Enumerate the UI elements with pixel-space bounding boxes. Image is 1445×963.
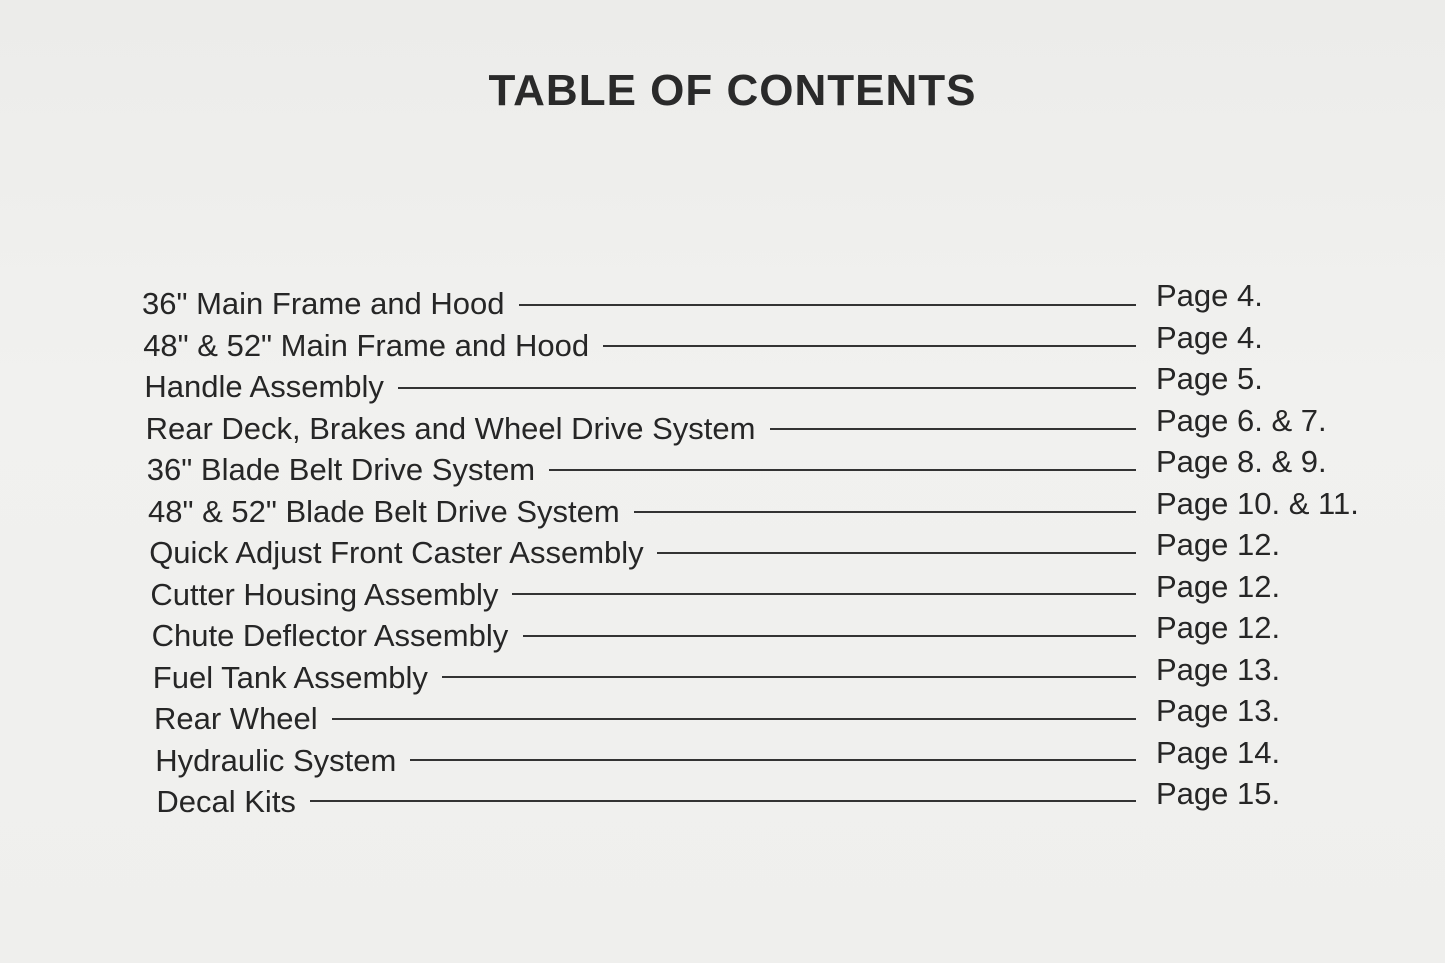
toc-entry-page: Page 4. [1156, 319, 1263, 355]
toc-entry [0, 361, 1445, 403]
toc-entry-page: Page 15. [1156, 776, 1281, 811]
toc-leader-line [512, 593, 1136, 595]
toc-leader-line [523, 635, 1136, 637]
toc-entry-label: Rear Wheel [154, 701, 318, 736]
toc-entry-label: 48" & 52" Blade Belt Drive System [148, 493, 620, 529]
toc-entry-label: Quick Adjust Front Caster Assembly [149, 535, 644, 570]
toc-leader-line [603, 345, 1136, 347]
toc-entry-page: Page 12. [1156, 527, 1281, 562]
toc-leader-line [410, 759, 1136, 761]
toc-entry-label: 48" & 52" Main Frame and Hood [143, 327, 590, 363]
toc-entry-page: Page 4. [1156, 278, 1263, 313]
toc-entry [0, 776, 1445, 818]
toc-leader-line [442, 676, 1136, 678]
toc-entry [0, 444, 1445, 486]
toc-entry [0, 320, 1445, 362]
toc-entry-page: Page 12. [1156, 568, 1281, 604]
toc-entry-label: 36" Blade Belt Drive System [146, 452, 536, 487]
toc-leader-line [770, 428, 1136, 430]
table-of-contents [0, 278, 1445, 838]
toc-entry [0, 486, 1445, 528]
toc-entry [0, 693, 1445, 735]
toc-entry-label: Cutter Housing Assembly [150, 576, 499, 612]
toc-leader-line [634, 511, 1136, 513]
toc-leader-line [332, 718, 1136, 720]
toc-leader-line [398, 387, 1136, 389]
toc-entry-page: Page 5. [1156, 361, 1263, 396]
toc-entry-page: Page 14. [1156, 734, 1281, 770]
toc-entry-page: Page 8. & 9. [1156, 444, 1327, 479]
toc-entry-page: Page 13. [1156, 693, 1281, 728]
toc-entry-page: Page 12. [1156, 610, 1281, 645]
page-title: TABLE OF CONTENTS [488, 66, 977, 115]
toc-entry-label: Hydraulic System [155, 742, 397, 778]
toc-entry [0, 610, 1445, 652]
toc-leader-line [549, 469, 1136, 471]
toc-entry-label: Fuel Tank Assembly [152, 659, 428, 695]
toc-entry [0, 735, 1445, 777]
toc-entry [0, 278, 1445, 320]
toc-entry-page: Page 6. & 7. [1156, 402, 1327, 438]
toc-entry [0, 527, 1445, 569]
toc-entry [0, 569, 1445, 611]
toc-entry [0, 652, 1445, 694]
toc-entry-label: Chute Deflector Assembly [151, 618, 509, 653]
toc-entry [0, 403, 1445, 445]
toc-entry-label: 36" Main Frame and Hood [142, 286, 505, 321]
toc-leader-line [519, 304, 1136, 306]
toc-entry-label: Handle Assembly [144, 369, 384, 404]
toc-entry-page: Page 13. [1156, 651, 1281, 687]
toc-leader-line [310, 800, 1136, 802]
toc-entry-label: Decal Kits [156, 784, 296, 819]
toc-entry-page: Page 10. & 11. [1156, 485, 1359, 521]
toc-leader-line [657, 552, 1136, 554]
toc-entry-label: Rear Deck, Brakes and Wheel Drive System [145, 410, 756, 446]
